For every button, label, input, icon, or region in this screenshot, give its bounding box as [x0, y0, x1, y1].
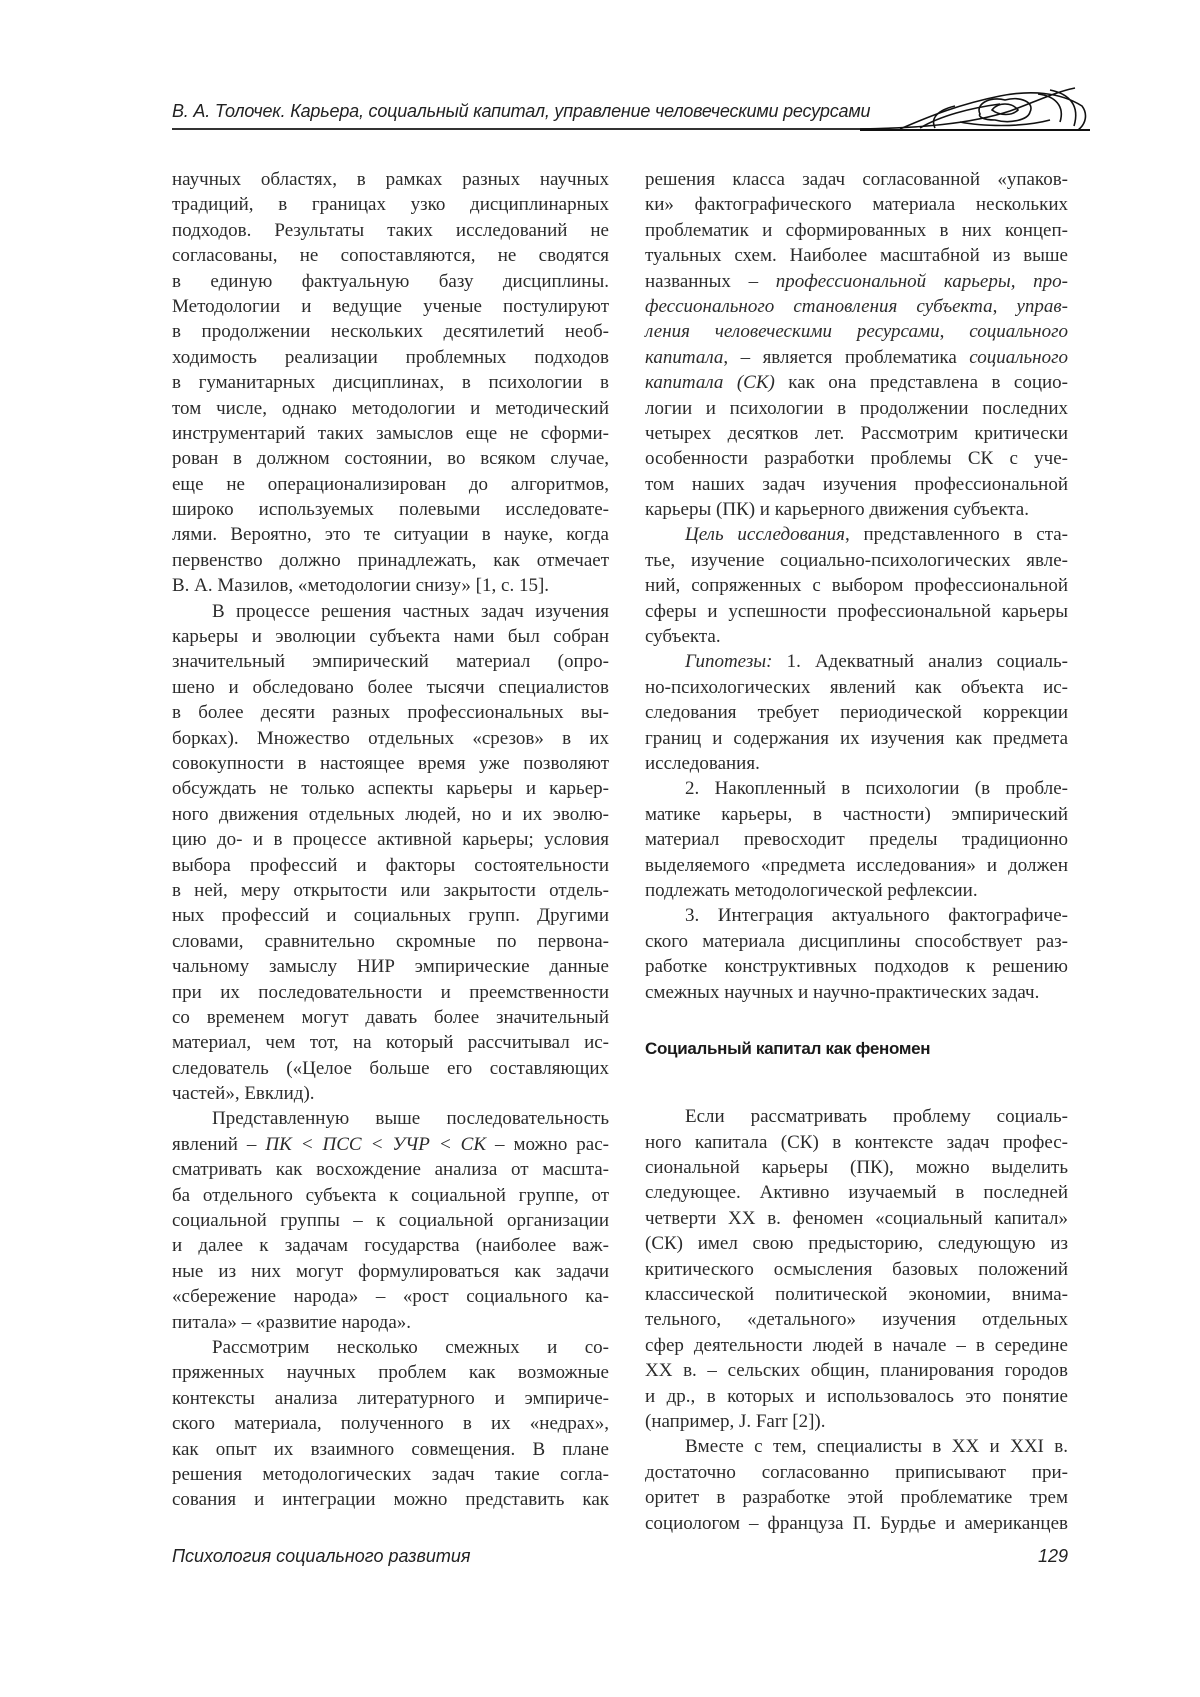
text-line: широко используемых полевыми исследовате-	[172, 497, 609, 522]
text-line: социальной группы – к социальной организации	[172, 1208, 609, 1233]
text-line: особенности разработки проблемы СК с уче-	[645, 446, 1068, 471]
text-segment: явлений –	[172, 1134, 265, 1155]
text-line: еще не операционализирован до алгоритмов,	[172, 472, 609, 497]
paragraph	[645, 522, 1068, 649]
text-line: классической политической экономии, внима-	[645, 1282, 1068, 1307]
italic-text: Цель исследования	[685, 524, 845, 545]
text-line: сования и интеграции можно представить как	[172, 1487, 609, 1512]
text-line: словами, сравнительно скромные по первона-	[172, 929, 609, 954]
text-segment: как она представлена в социо-	[775, 372, 1068, 393]
text-line: субъекта.	[645, 624, 1068, 649]
text-line: сфер деятельности людей в начале – в середине	[645, 1333, 1068, 1358]
italic-text: ПК < ПСС < УЧР < СК	[265, 1134, 486, 1155]
text-line: ходимость реализации проблемных подходов	[172, 345, 609, 370]
text-line: критического осмысления базовых положений	[645, 1257, 1068, 1282]
text-line: 3. Интеграция актуального фактографиче-	[645, 903, 1068, 928]
text-line: как опыт их взаимного совмещения. В плане	[172, 1437, 609, 1462]
paragraph	[645, 649, 1068, 776]
text-line: в единую фактуальную базу дисциплины.	[172, 269, 609, 294]
text-line: научных областях, в рамках разных научных	[172, 167, 609, 192]
text-segment: ,	[993, 296, 1017, 317]
text-line: контексты анализа литературного и эмпириче-	[172, 1386, 609, 1411]
text-line: в продолжении нескольких десятилетий необ-	[172, 319, 609, 344]
text-line	[645, 269, 1068, 294]
text-line: выделяемого «предмета исследования» и должен	[645, 853, 1068, 878]
text-line: ского материала, полученного в их «недрах»,	[172, 1411, 609, 1436]
text-line: инструментарий таких замыслов еще не сформи-	[172, 421, 609, 446]
text-line: сиональной карьеры (ПК), можно выделить	[645, 1155, 1068, 1180]
text-segment: названных –	[645, 271, 776, 292]
text-line: (СК) имел свою предысторию, следующую из	[645, 1231, 1068, 1256]
paragraph	[172, 167, 609, 599]
text-line: ные из них могут формулироваться как задачи	[172, 1259, 609, 1284]
text-line: решения класса задач согласованной «упаков-	[645, 167, 1068, 192]
italic-text: фессионального становления субъекта	[645, 296, 993, 317]
text-line: подлежать методологической рефлексии.	[645, 878, 1068, 903]
text-line: сферы и успешности профессиональной карьеры	[645, 599, 1068, 624]
text-line: смежных научных и научно-практических задач.	[645, 980, 1068, 1005]
text-line: борках). Множество отдельных «срезов» в их	[172, 726, 609, 751]
text-segment: ,	[940, 321, 970, 342]
text-line: и др., в которых и использовалось это понятие	[645, 1384, 1068, 1409]
text-line: следования требует периодической коррекции	[645, 700, 1068, 725]
text-line: первенство должно принадлежать, как отмечает	[172, 548, 609, 573]
text-line: обсуждать не только аспекты карьеры и карьер-	[172, 776, 609, 801]
text-line: следующее. Активно изучаемый в последней	[645, 1180, 1068, 1205]
text-line	[645, 522, 1068, 547]
paragraph	[645, 1104, 1068, 1434]
text-line: В. А. Мазилов, «методологии снизу» [1, с. 15].	[172, 573, 609, 598]
text-line: том числе, однако методологии и методический	[172, 396, 609, 421]
text-line: 2. Накопленный в психологии (в пробле-	[645, 776, 1068, 801]
text-line: при их последовательности и преемственности	[172, 980, 609, 1005]
text-line: «сбережение народа» – «рост социального ка-	[172, 1284, 609, 1309]
italic-text: капитала (СК)	[645, 372, 775, 393]
text-line: в более десяти разных профессиональных вы-	[172, 700, 609, 725]
text-line: материал превосходит пределы традиционно	[645, 827, 1068, 852]
text-line: ного капитала (СК) в контексте задач профес-	[645, 1130, 1068, 1155]
text-line: и далее к задачам государства (наиболее важ-	[172, 1233, 609, 1258]
italic-text: Гипотезы:	[685, 651, 772, 672]
text-line: тье, изучение социально-психологических явле-	[645, 548, 1068, 573]
text-line: решения методологических задач такие согла-	[172, 1462, 609, 1487]
text-line: чальному замыслу НИР эмпирические данные	[172, 954, 609, 979]
right-column	[645, 167, 1068, 1536]
text-line	[172, 1132, 609, 1157]
italic-text: профессиональной карьеры, про-	[776, 271, 1068, 292]
text-line: четверти XX в. феномен «социальный капитал»	[645, 1206, 1068, 1231]
text-line: лями. Вероятно, это те ситуации в науке, когда	[172, 522, 609, 547]
page-number: 129	[1038, 1546, 1068, 1567]
text-line: Вместе с тем, специалисты в XX и XXI в.	[645, 1434, 1068, 1459]
text-line: подходов. Результаты таких исследований не	[172, 218, 609, 243]
text-line: тельного, «детального» изучения отдельных	[645, 1307, 1068, 1332]
italic-text: социального	[969, 347, 1068, 368]
text-line: работке конструктивных подходов к решению	[645, 954, 1068, 979]
text-line	[645, 345, 1068, 370]
text-line: социологом – француза П. Бурдье и американцев	[645, 1511, 1068, 1536]
text-line: согласованы, не сопоставляются, не сводятся	[172, 243, 609, 268]
text-line: традиций, в границах узко дисциплинарных	[172, 192, 609, 217]
text-line	[645, 649, 1068, 674]
text-line: Представленную выше последовательность	[172, 1106, 609, 1131]
text-line: ского материала дисциплины способствует раз-	[645, 929, 1068, 954]
text-line: Методологии и ведущие ученые постулируют	[172, 294, 609, 319]
text-line: достаточно согласованно приписывают при-	[645, 1460, 1068, 1485]
text-line: со временем могут давать более значительный	[172, 1005, 609, 1030]
text-line: Если рассматривать проблему социаль-	[645, 1104, 1068, 1129]
text-line: карьеры (ПК) и карьерного движения субъекта.	[645, 497, 1068, 522]
text-line	[645, 370, 1068, 395]
header-rule	[172, 128, 872, 130]
text-line: туальных схем. Наиболее масштабной из выше	[645, 243, 1068, 268]
paragraph	[172, 599, 609, 1107]
text-line: питала» – «развитие народа».	[172, 1310, 609, 1335]
text-line: ний, сопряженных с выбором профессиональной	[645, 573, 1068, 598]
text-line: оритет в разработке этой проблематике трем	[645, 1485, 1068, 1510]
text-line: в гуманитарных дисциплинах, в психологии в	[172, 370, 609, 395]
text-line: матике карьеры, в частности) эмпирический	[645, 802, 1068, 827]
text-line: материал, чем тот, на который рассчитывал ис-	[172, 1030, 609, 1055]
text-segment: 1. Адекватный анализ социаль-	[772, 651, 1068, 672]
italic-text: ления человеческими ресурсами	[645, 321, 940, 342]
footer-journal-title: Психология социального развития	[172, 1546, 471, 1567]
text-line: ных профессий и социальных групп. Другими	[172, 903, 609, 928]
text-line: частей», Евклид).	[172, 1081, 609, 1106]
text-segment: , представленного в ста-	[845, 524, 1068, 545]
paragraph	[172, 1106, 609, 1335]
text-line: совокупности в настоящее время уже позволяют	[172, 751, 609, 776]
text-line: ба отдельного субъекта к социальной группе, от	[172, 1183, 609, 1208]
text-line	[645, 294, 1068, 319]
text-line: В процессе решения частных задач изучения	[172, 599, 609, 624]
text-line: в ней, меру открытости или закрытости отдель-	[172, 878, 609, 903]
left-column	[172, 167, 609, 1513]
text-segment: , – является проблематика	[723, 347, 969, 368]
italic-text: капитала	[645, 347, 723, 368]
text-line: шено и обследовано более тысячи специалистов	[172, 675, 609, 700]
text-line: следователь («Целое больше его составляющих	[172, 1056, 609, 1081]
paragraph	[645, 776, 1068, 903]
text-line: карьеры и эволюции субъекта нами был собран	[172, 624, 609, 649]
italic-text: социального	[969, 321, 1068, 342]
text-line: границ и содержания их изучения как предмета	[645, 726, 1068, 751]
ornament-icon	[860, 86, 1090, 136]
text-line: (например, J. Farr [2]).	[645, 1409, 1068, 1434]
text-line: цию до- и в процессе активной карьеры; условия	[172, 827, 609, 852]
text-line: рован в должном состоянии, во всяком случае,	[172, 446, 609, 471]
paragraph	[645, 167, 1068, 522]
paragraph	[645, 903, 1068, 1005]
italic-text: управ-	[1016, 296, 1068, 317]
text-line: ного движения отдельных людей, но и их эволю-	[172, 802, 609, 827]
text-line: логии и психологии в продолжении последних	[645, 396, 1068, 421]
text-line: четырех десятков лет. Рассмотрим критически	[645, 421, 1068, 446]
text-line: ки» фактографического материала нескольких	[645, 192, 1068, 217]
text-segment: – можно рас-	[486, 1134, 609, 1155]
text-line: Рассмотрим несколько смежных и со-	[172, 1335, 609, 1360]
text-line: пряженных научных проблем как возможные	[172, 1360, 609, 1385]
paragraph	[172, 1335, 609, 1513]
text-line: том наших задач изучения профессиональной	[645, 472, 1068, 497]
text-line	[645, 319, 1068, 344]
text-line: исследования.	[645, 751, 1068, 776]
text-line: выбора профессий и факторы состоятельности	[172, 853, 609, 878]
text-line: значительный эмпирический материал (опро-	[172, 649, 609, 674]
paragraph	[645, 1434, 1068, 1536]
text-line: сматривать как восхождение анализа от масшта-	[172, 1157, 609, 1182]
text-line: проблематик и сформированных в них концеп-	[645, 218, 1068, 243]
section-heading: Социальный капитал как феномен	[645, 1036, 1068, 1061]
running-head: В. А. Толочек. Карьера, социальный капитал, управление человеческими ресурсами	[172, 101, 870, 122]
text-line: но-психологических явлений как объекта ис-	[645, 675, 1068, 700]
text-line: XX в. – сельских общин, планирования городов	[645, 1358, 1068, 1383]
